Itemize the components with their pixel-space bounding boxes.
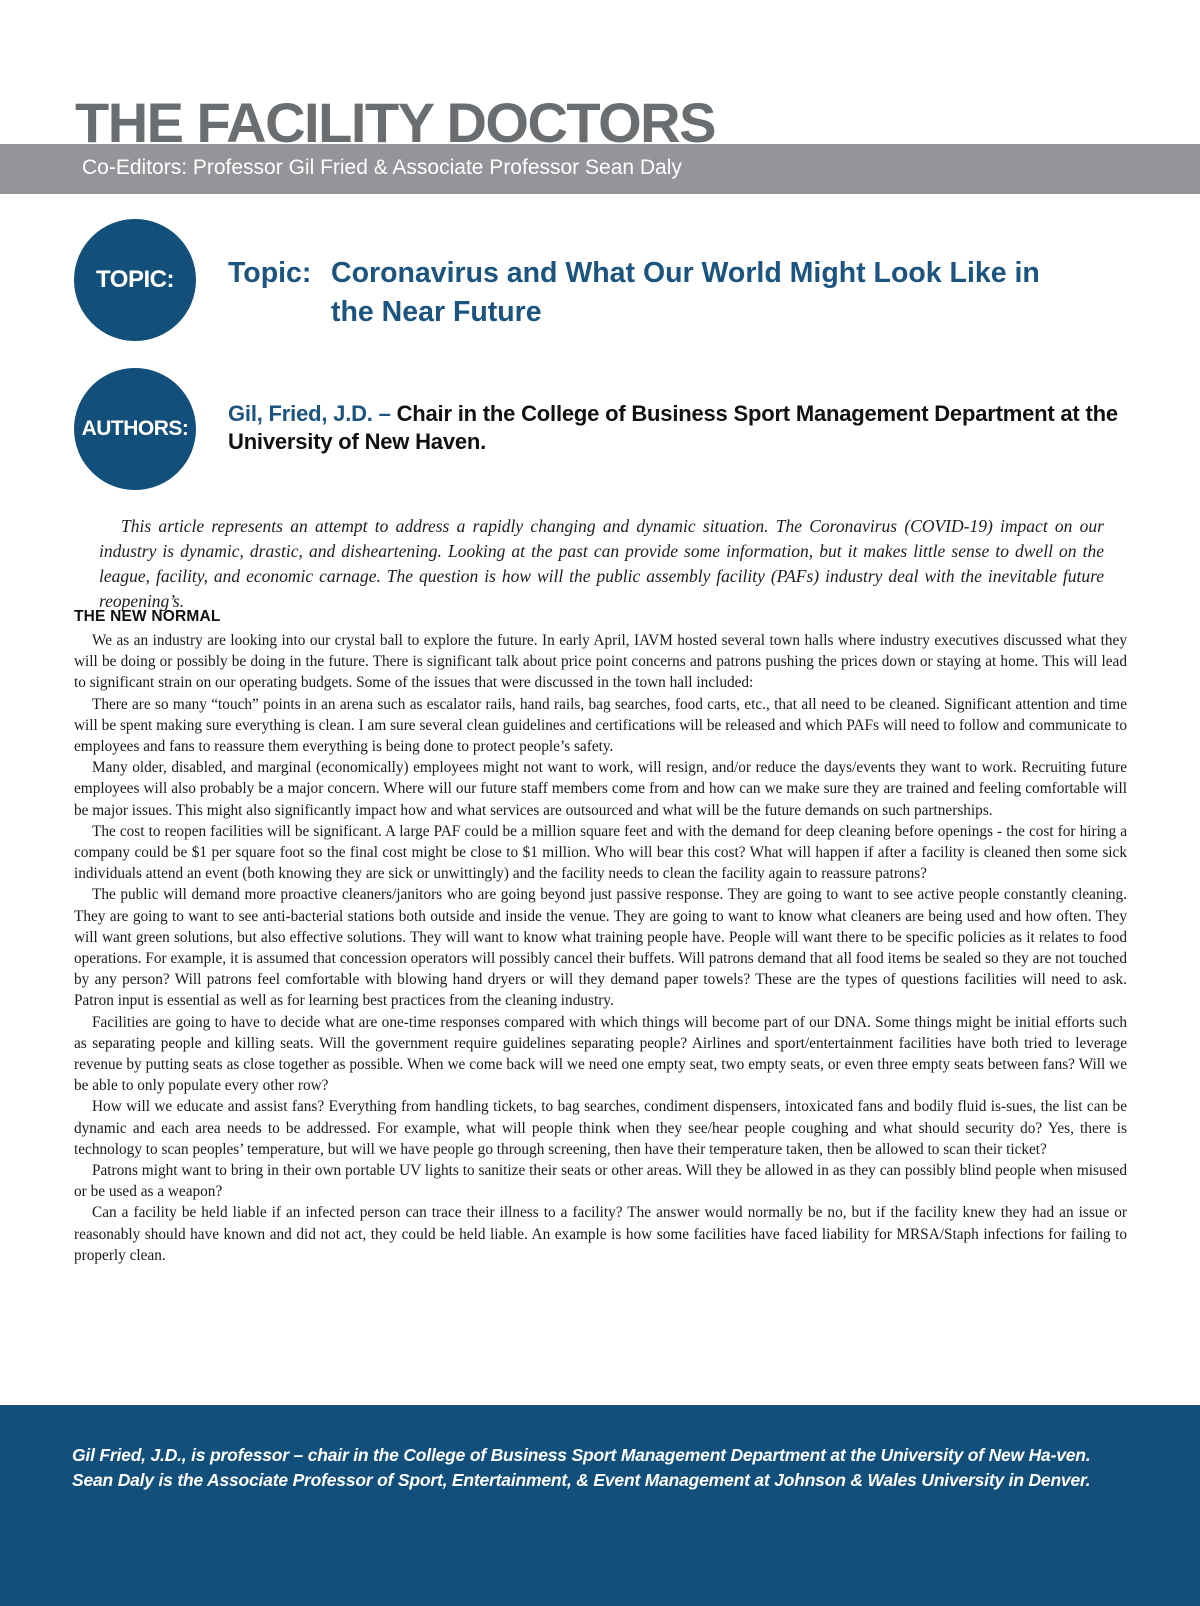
section-heading: THE NEW NORMAL [74,608,221,625]
topic-title-line1: Coronavirus and What Our World Might Look Like in [331,257,1040,289]
footer-bio: Gil Fried, J.D., is professor – chair in the College of Business Sport Management Department at the University of New Ha-ven. Sean Daly is the Associate Professor of Sport, Entertainment, & Event Management at Johnson & Wales University in Denver. [72,1445,1091,1490]
topic-heading [228,254,1138,332]
author-name: Gil, Fried, J.D. – [228,401,391,426]
body-paragraph-5: The public will demand more proactive cleaners/janitors who are going beyond just passive response. They are going to want to see active people constantly cleaning. They are going to want to see anti-bacterial stations both outside and inside the venue. They are going to want to know what cleaners are being used and how often. They will want green solutions, but also effective solutions. They will want to know what training people have. People will want there to be specific policies as it relates to food operations. For example, it is assumed that concession operators will possibly cancel their buffets. Will patrons demand that all food items be sealed so they are not touched by any person? Will patrons feel comfortable with blowing hand dryers or will they demand paper towels? These are the types of questions facilities will need to ask. Patron input is essential as well as for learning best practices from the cleaning industry. [74,886,1127,1010]
body-paragraph-7: How will we educate and assist fans? Everything from handling tickets, to bag searches, condiment dispensers, intoxicated fans and bodily fluid is-sues, the list can be dynamic and each area needs to be addressed. For example, what will people think when they see/hear people coughing and what should security do? Yes, there is technology to scan peoples’ temperature, but will we have people go through screening, then have their temperature taken, then be allowed to scan their ticket? [74,1098,1127,1158]
authors-badge [74,368,196,490]
body-paragraph-4: The cost to reopen facilities will be significant. A large PAF could be a million square feet and with the demand for deep cleaning before openings - the cost for hiring a company could be $1 per square foot so the final cost might be close to $1 million. Who will bear this cost? What will happen if after a facility is cleaned then some sick individuals attend an event (both knowing they are sick or unwittingly) and the facility needs to clean the facility again to reassure patrons? [74,822,1127,883]
abstract: This article represents an attempt to address a rapidly changing and dynamic situation. The Coronavirus (COVID-19) impact on our industry is dynamic, drastic, and disheartening. Looking at the past can provide some information, but it makes little sense to dwell on the league, facility, and economic carnage. The question is how will the public assembly facility (PAFs) industry deal with the inevitable future reopening’s. [99,516,1104,611]
topic-badge-label: TOPIC: [96,266,174,293]
topic-badge [74,219,196,341]
author-affiliation: Chair in the College of Business Sport Management Department at the University of New Haven. [228,401,1118,454]
masthead-title: THE FACILITY DOCTORS [75,91,715,154]
authors-line [228,400,1158,456]
topic-prefix: Topic: [228,257,312,289]
masthead-editors: Co-Editors: Professor Gil Fried & Associate Professor Sean Daly [82,156,682,179]
body-paragraph-6: Facilities are going to have to decide what are one-time responses compared with which things will become part of our DNA. Some things might be initial efforts such as separating people and killing seats. Will the government require guidelines separating people? Airlines and sport/entertainment facilities have both tried to leverage revenue by putting seats as close together as possible. When we come back will we need one empty seat, two empty seats, or even three empty seats between fans? Will we be able to only populate every other row? [74,1013,1127,1095]
article-body [74,630,1127,1266]
topic-title-line2: the Near Future [331,296,542,328]
body-paragraph-2: There are so many “touch” points in an arena such as escalator rails, hand rails, bag searches, food carts, etc., that all need to be cleaned. Significant attention and time will be spent making sure everything is clean. I am sure several clean guidelines and certifications will be released and which PAFs will need to follow and communicate to employees and fans to reassure them everything is being done to protect people’s safety. [74,695,1127,756]
body-paragraph-1: We as an industry are looking into our crystal ball to explore the future. In early April, IAVM hosted several town halls where industry executives discussed what they will be doing or possibly be doing in the future. There is significant talk about price point concerns and patrons pushing the prices down or staying at home. This will lead to significant strain on our operating budgets. Some of the issues that were discussed in the town hall included: [74,632,1127,692]
authors-badge-label: AUTHORS: [81,417,189,440]
body-paragraph-8: Patrons might want to bring in their own portable UV lights to sanitize their seats or other areas. Will they be allowed in as they can possibly blind people when misused or be used as a weapon? [74,1162,1127,1201]
body-paragraph-9: Can a facility be held liable if an infected person can trace their illness to a facility? The answer would normally be no, but if the facility knew they had an issue or reasonably should have known and did not act, they could be held liable. An example is how some facilities have faced liability for MRSA/Staph infections for failing to properly clean. [74,1204,1127,1264]
body-paragraph-3: Many older, disabled, and marginal (economically) employees might not want to work, will resign, and/or reduce the days/events they want to work. Recruiting future employees will also probably be a major concern. Where will our future staff members come from and how can we make sure they are trained and feeling comfortable will be major issues. This might also significantly impact how and what services are outsourced and what will be the future demands on such partnerships. [74,759,1127,819]
footer-band [0,1405,1200,1606]
